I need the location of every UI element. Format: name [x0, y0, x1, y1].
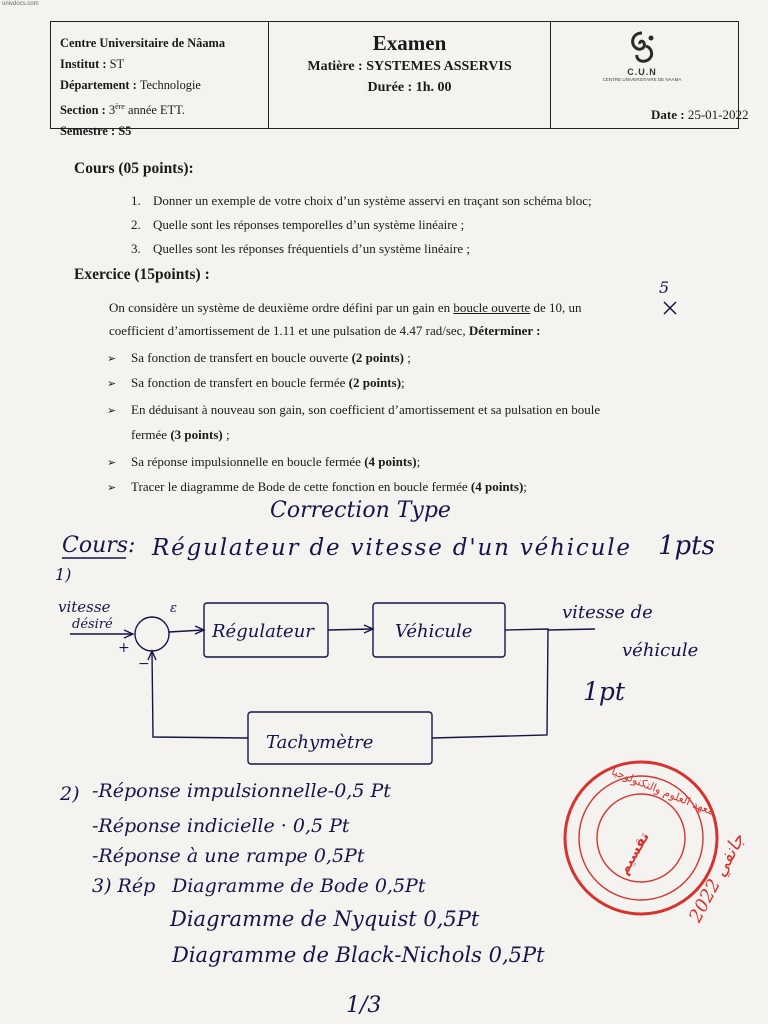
exercice-item-2: ➢ Sa fonction de transfert en boucle fermée (2 points);: [107, 371, 712, 396]
exercice-item-3: ➢ En déduisant à nouveau son gain, son coefficient d’amortissement et sa pulsation en boule fermée (3 points) ;: [107, 402, 601, 442]
exercice-item-4: ➢ Sa réponse impulsionnelle en boucle fermée (4 points);: [107, 450, 712, 475]
institut-row: Institut : ST: [60, 57, 125, 71]
semestre-row: Semestre : S5: [60, 124, 132, 139]
cours-answer: Régulateur de vitesse d'un véhicule: [152, 535, 630, 561]
exercice-item-5: ➢ Tracer le diagramme de Bode de cette fonction en boucle fermée (4 points);: [107, 475, 712, 500]
correction-title: Correction Type: [270, 498, 451, 523]
exercice-title: Exercice (15points) :: [74, 266, 210, 283]
stamp-text: معهد العلوم والتكنولوجيا: [609, 764, 717, 818]
q3-label: 3) Rép: [92, 875, 156, 897]
section-row: Section : 3ère année ETT.: [60, 102, 185, 118]
block-tachymetre-label: Tachymètre: [266, 732, 374, 753]
cours-question-1: 1. Donner un exemple de votre choix d’un système asservi en traçant son schéma bloc;: [131, 193, 592, 208]
page-number: 1/3: [346, 993, 382, 1018]
answer-3-1: Diagramme de Bode 0,5Pt: [172, 875, 426, 897]
exam-duration: Durée : 1h. 00: [367, 80, 452, 95]
exercice-item-1: ➢ Sa fonction de transfert en boucle ouverte (2 points) ;: [107, 346, 712, 371]
input-label-1: vitesse: [58, 598, 111, 616]
answer-3-2: Diagramme de Nyquist 0,5Pt: [170, 907, 480, 931]
block-regulateur-label: Régulateur: [212, 621, 314, 642]
department-row: Département : Technologie: [60, 78, 201, 92]
answer-2-1: -Réponse impulsionnelle-0,5 Pt: [92, 780, 391, 802]
exam-date: Date : 25-01-2022: [651, 107, 749, 122]
q2-label: 2): [60, 783, 80, 805]
input-label-2: désiré: [72, 617, 113, 632]
arrow-bullet-icon: ➢: [107, 457, 117, 469]
exam-title: Examen: [372, 31, 447, 55]
logo-subtitle: CENTRE UNIVERSITAIRE DE NAAMA: [602, 77, 682, 82]
institution-stamp: [565, 762, 717, 914]
block-vehicule-label: Véhicule: [395, 621, 473, 642]
logo-abbrev: C.U.N: [627, 67, 657, 77]
exercice-intro: On considère un système de deuxième ordre défini par un gain en boucle ouverte de 10, un coefficient d’amortissement de 1.11 et une pulsation de 4.47 rad/sec, Déterminer :: [109, 300, 582, 338]
cours-points: 1pts: [658, 531, 715, 561]
arrow-bullet-icon: ➢: [107, 482, 117, 494]
cours-label: Cours:: [62, 533, 136, 558]
answer-2-3: -Réponse à une rampe 0,5Pt: [92, 845, 365, 867]
cours-question-2: 2. Quelle sont les réponses temporelles d’un système linéaire ;: [131, 217, 465, 232]
strike-mark: [664, 302, 676, 314]
feedback-path-right: [432, 629, 548, 738]
arrow-bullet-icon: ➢: [107, 405, 117, 417]
institution-name: Centre Universitaire de Nâama: [60, 36, 226, 50]
diagram-points: 1pt: [583, 677, 625, 706]
exam-subject: Matière : SYSTEMES ASSERVIS: [307, 59, 512, 74]
svg-text:تقسيم: تقسيم: [615, 829, 653, 878]
q1-label: 1): [55, 565, 72, 584]
answer-2-2: -Réponse indicielle · 0,5 Pt: [92, 815, 350, 837]
feedback-path-left: [152, 651, 248, 738]
summing-junction: [135, 617, 169, 651]
cours-title: Cours (05 points):: [74, 160, 194, 177]
output-line: [548, 629, 595, 630]
arrow-bullet-icon: ➢: [107, 378, 117, 390]
minus-sign: −: [138, 656, 150, 672]
plus-sign: +: [118, 640, 130, 656]
stamp-date: 2022 جانفي: [685, 830, 750, 926]
error-epsilon: ε: [170, 601, 177, 616]
arrow-bullet-icon: ➢: [107, 353, 117, 365]
watermark-url: univdocs.com: [2, 1, 39, 7]
output-label-2: véhicule: [622, 640, 699, 661]
output-label-1: vitesse de: [562, 602, 653, 623]
answer-3-3: Diagramme de Black-Nichols 0,5Pt: [172, 943, 545, 967]
cours-question-3: 3. Quelles sont les réponses fréquentiels d’un système linéaire ;: [131, 241, 470, 256]
gain-correction-mark: 5: [659, 278, 670, 297]
